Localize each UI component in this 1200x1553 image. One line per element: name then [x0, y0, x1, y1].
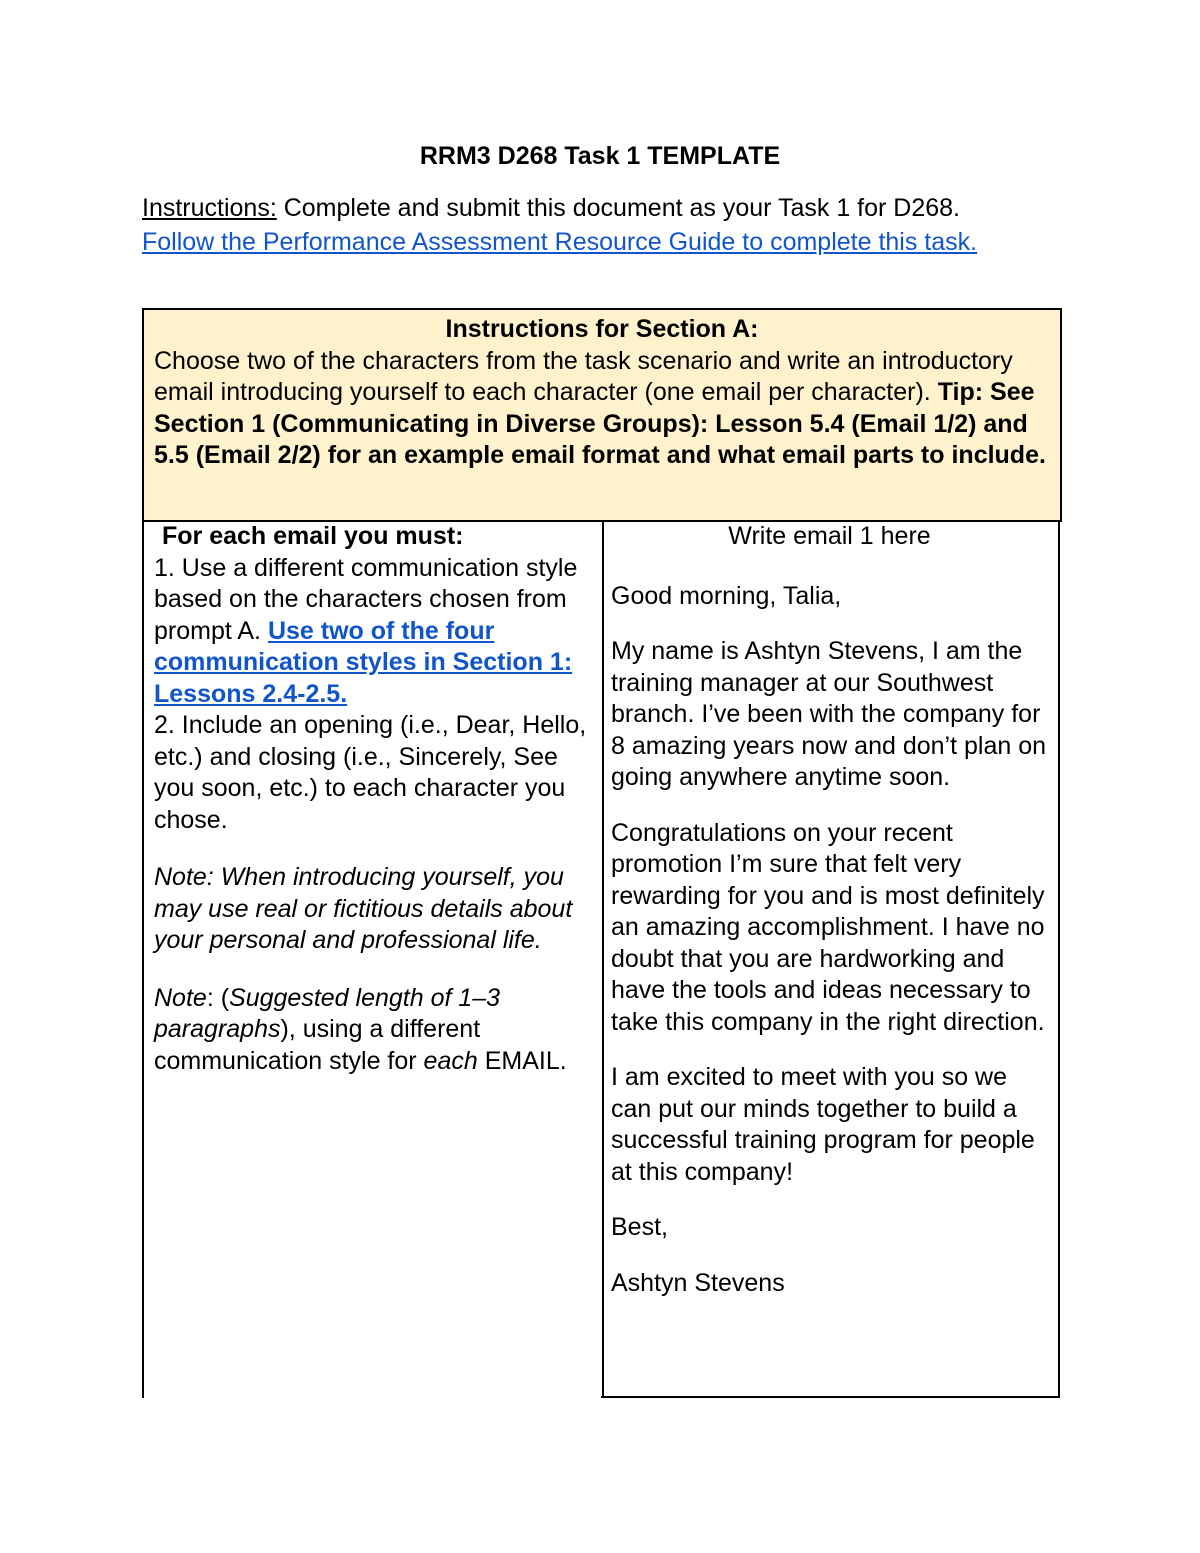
page-title: RRM3 D268 Task 1 TEMPLATE — [419, 142, 781, 170]
email-paragraph-2: Congratulations on your recent promotion I’m sure that felt very rewarding for you and is most definitely an amazing accomplishment. I have no doubt that you are hardworking and have the tools and ideas necessary to take this company in the right direction. — [611, 818, 1045, 1036]
email-heading: Write email 1 here — [728, 522, 931, 550]
note-text: ), using a different communication style for — [154, 1015, 481, 1075]
note-paren: : ( — [206, 983, 230, 1012]
section-a-instructions-box — [142, 308, 1062, 522]
resource-guide-link[interactable]: Follow the Performance Assessment Resource Guide to complete this task. — [142, 228, 978, 256]
note-introduction — [154, 862, 592, 957]
email-cell — [601, 520, 1060, 1398]
requirements-heading: For each email you must: — [162, 522, 464, 550]
requirement-item-1-text: 1. Use a different communication style based on the characters chosen from prompt A. — [154, 553, 578, 645]
email-greeting: Good morning, Talia, — [611, 581, 842, 610]
email-paragraph-1: My name is Ashtyn Stevens, I am the training manager at our Southwest branch. I’ve been with the company for 8 amazing years now and don’t plan on going anywhere anytime soon. — [611, 637, 1047, 791]
instructions-label: Instructions: — [142, 194, 277, 222]
note-length — [154, 983, 592, 1078]
instructions-paragraph — [142, 191, 1062, 259]
section-a-text: Choose two of the characters from the task scenario and write an introductory email introducing yourself to each character (one email per character). — [154, 346, 1013, 406]
note-introduction-text: Note: When introducing yourself, you may use real or fictitious details about your personal and professional life. — [154, 863, 573, 954]
section-a-body — [154, 346, 1050, 472]
email-paragraph-3: I am excited to meet with you so we can put our minds together to build a successful training program for people at this company! — [611, 1063, 1035, 1186]
note-label: Note — [154, 983, 207, 1012]
email-closing: Best, — [611, 1213, 668, 1241]
note-each: each — [423, 1046, 478, 1075]
communication-styles-link[interactable]: Use two of the four communication styles in Section 1: Lessons 2.4-2.5. — [154, 616, 573, 708]
requirement-item-1 — [154, 553, 592, 711]
section-a-tip: Tip: See Section 1 (Communicating in Diverse Groups): Lesson 5.4 (Email 1/2) and 5.5 (Email 2/2) for an example email format and what email parts to include. — [154, 378, 1046, 469]
email-signature: Ashtyn Stevens — [611, 1268, 785, 1297]
section-a-heading: Instructions for Section A: — [445, 315, 759, 343]
note-suggested-length: Suggested length of 1–3 paragraphs — [154, 983, 501, 1043]
instructions-text: Complete and submit this document as your Task 1 for D268. — [276, 194, 960, 222]
requirements-cell — [142, 520, 604, 1398]
note-email: EMAIL. — [477, 1046, 567, 1075]
requirement-item-2: 2. Include an opening (i.e., Dear, Hello, etc.) and closing (i.e., Sincerely, See you soon, etc.) to each character you chose. — [154, 711, 587, 834]
